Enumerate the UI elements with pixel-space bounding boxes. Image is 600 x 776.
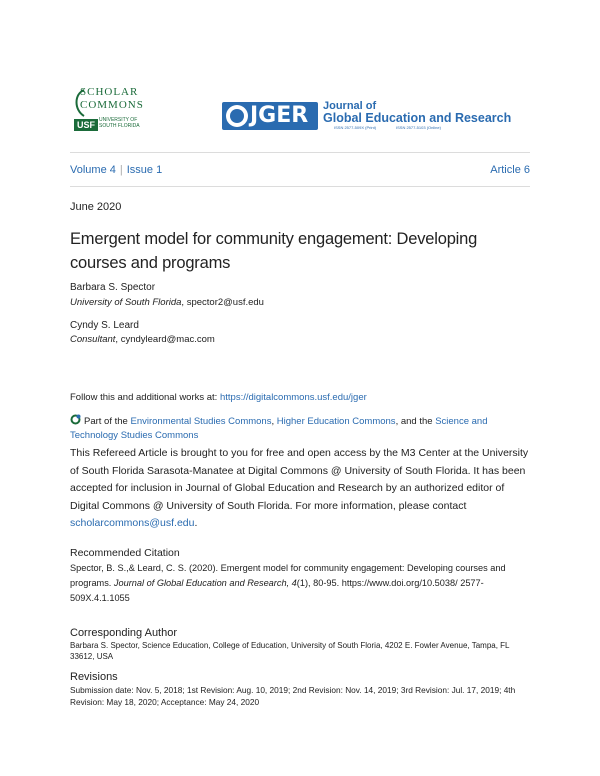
logo-scholar-text: SCHOLAR xyxy=(80,86,139,98)
jger-title-line1: Journal of xyxy=(323,100,377,112)
jger-logo[interactable] xyxy=(222,100,522,132)
science-technology-link[interactable]: Science and Technology Studies Commons xyxy=(70,416,488,441)
scholar-commons-logo[interactable] xyxy=(72,82,162,134)
access-notice xyxy=(70,445,530,533)
revisions-text: Submission date: Nov. 5, 2018; 1st Revision: Aug. 10, 2019; 2nd Revision: Nov. 14, 2019; 3rd Revision: Jul. 17, 2019; 4th Revision: May 18, 2020; Acceptance: May 24, 2020 xyxy=(70,685,516,707)
author-email: spector2@usf.edu xyxy=(186,297,264,308)
author-affiliation-2: Consultant, cyndyleard@mac.com xyxy=(70,334,215,345)
corresponding-text: Barbara S. Spector, Science Education, College of Education, University of South Floria, 4202 E. Fowler Avenue, Tampa, FL 33612, USA xyxy=(70,641,510,661)
citation-journal: Journal of Global Education and Research, 4 xyxy=(113,578,297,588)
part-of-prefix: Part of the xyxy=(84,416,131,427)
author-email: cyndyleard@mac.com xyxy=(120,334,215,345)
higher-education-link[interactable]: Higher Education Commons xyxy=(276,416,396,427)
article-title: Emergent model for community engagement: Developing courses and programs xyxy=(70,230,478,272)
revisions-heading: Revisions xyxy=(70,671,118,683)
part-of-sep: , xyxy=(271,416,277,427)
logo-usf-fullname: UNIVERSITY OF SOUTH FLORIDA xyxy=(99,117,140,129)
volume-link[interactable]: Volume 4 xyxy=(70,164,116,177)
jger-title-line2: Global Education and Research xyxy=(323,111,512,125)
notice-text: This Refereed Article is brought to you for free and open access by the M3 Center at the University of South Florida Sarasota-Manatee at Digital Commons @ University of South Florida. It has been accepted for inclusion in Journal of Global Education and Research by an authorized editor of Digital Commons @ University of South Florida. For more information, please contact xyxy=(70,447,529,512)
part-of-sep: , and the xyxy=(395,416,436,427)
notice-end: . xyxy=(194,517,198,529)
contact-email-link[interactable]: scholarcommons@usf.edu xyxy=(70,517,195,529)
corresponding-heading: Corresponding Author xyxy=(70,627,178,639)
affiliation-text: Consultant xyxy=(70,334,116,345)
globe-icon xyxy=(226,105,248,127)
top-divider xyxy=(70,152,530,153)
jger-issn-print: ISSN 2577-509X (Print) xyxy=(334,125,377,130)
article-link[interactable]: Article 6 xyxy=(490,164,530,176)
citation-heading: Recommended Citation xyxy=(70,547,180,559)
author-name-2: Cyndy S. Leard xyxy=(70,320,139,331)
network-icon xyxy=(70,414,81,425)
volume-issue-row xyxy=(70,164,530,176)
part-of-block xyxy=(70,414,535,443)
logo-commons-text: COMMONS xyxy=(80,99,144,111)
author-name-1: Barbara S. Spector xyxy=(70,282,156,293)
follow-line xyxy=(70,391,367,405)
bottom-divider xyxy=(70,186,530,187)
separator: | xyxy=(119,164,123,177)
follow-text: Follow this and additional works at: xyxy=(70,392,220,403)
citation-post: (1), 80-95. https://www.doi.org/10.5038/ 2577-509X.4.1.1055 xyxy=(70,578,484,603)
author-affiliation-1: University of South Florida, spector2@usf.edu xyxy=(70,297,264,308)
issue-link[interactable]: Issue 1 xyxy=(126,164,163,177)
publication-date: June 2020 xyxy=(70,201,122,213)
follow-link[interactable]: https://digitalcommons.usf.edu/jger xyxy=(219,392,367,403)
affiliation-text: University of South Florida xyxy=(70,297,182,308)
citation-text xyxy=(70,561,535,606)
environmental-studies-link[interactable]: Environmental Studies Commons xyxy=(130,416,272,427)
jger-letters: JGER xyxy=(250,103,309,128)
citation-pre: Spector, B. S.,& Leard, C. S. (2020). Emergent model for community engagement: Developing courses and programs. xyxy=(70,563,506,588)
jger-logo-box xyxy=(222,102,318,130)
logo-usf-badge: USF xyxy=(74,119,98,131)
jger-issn-online: ISSN 2577-5103 (Online) xyxy=(396,125,441,130)
